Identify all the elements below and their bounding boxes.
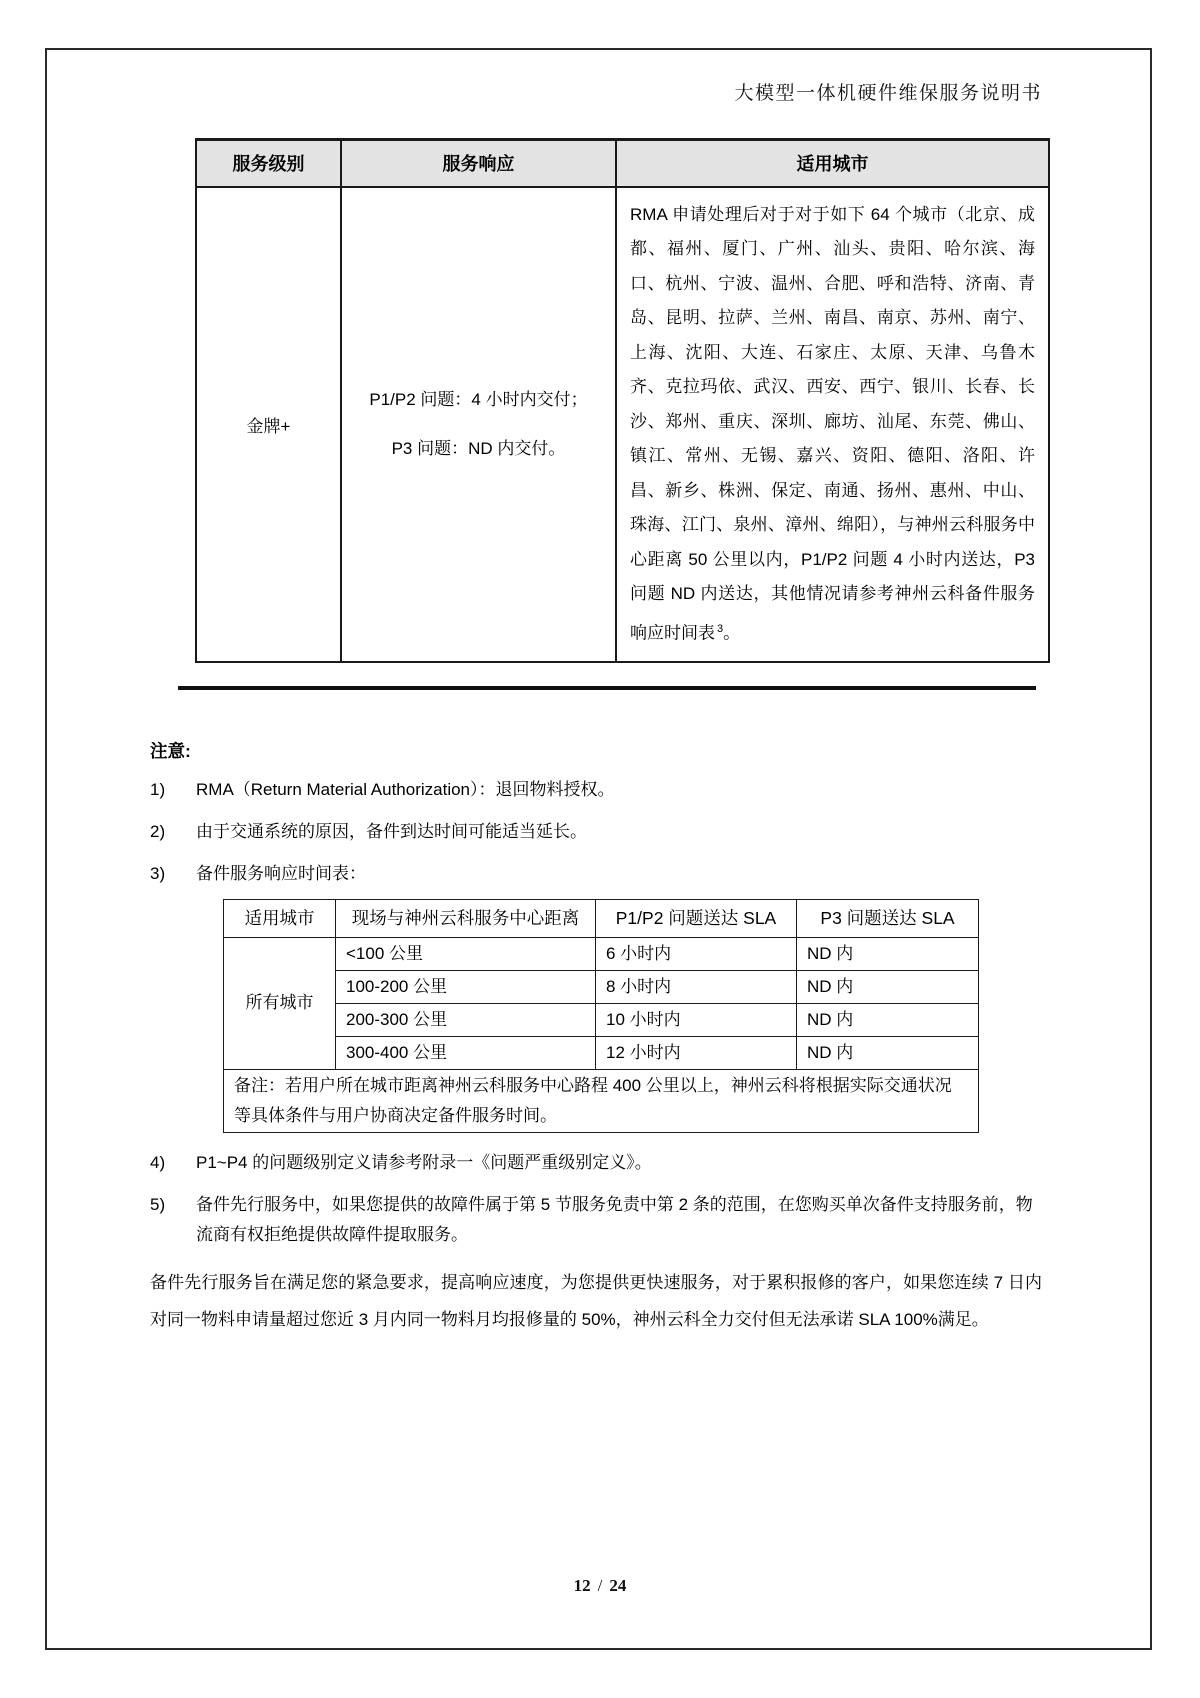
cities-paragraph: RMA 申请处理后对于对于如下 64 个城市（北京、成都、福州、厦门、广州、汕头、贵阳、哈尔滨、海口、杭州、宁波、温州、合肥、呼和浩特、济南、青岛、昆明、拉萨、兰州、南昌、南京、苏州、南宁、上海、沈阳、大连、石家庄、太原、天津、乌鲁木齐、克拉玛依、武汉、西安、西宁、银川、长春、长沙、郑州、重庆、深圳、廊坊、汕尾、东莞、佛山、镇江、常州、无锡、嘉兴、资阳、德阳、洛阳、许昌、新乡、株洲、保定、南通、扬州、惠州、中山、珠海、江门、泉州、漳州、绵阳），与神州云科服务中心距离 50 公里以内，P1/P2 问题 4 小时内送达，P3 问题 ND 内送达，其他情况请参考神州云科备件服务响应时间表: [630, 204, 1035, 643]
note-number: 3): [150, 863, 166, 883]
column-header-service-level: 服务级别: [196, 140, 341, 187]
cell-p3-sla: ND 内: [797, 1003, 979, 1036]
cell-distance: <100 公里: [336, 937, 596, 970]
sla-table-row: [224, 1036, 979, 1069]
column-header-applicable-cities: 适用城市: [616, 140, 1049, 187]
column-header-p3-sla: P3 问题送达 SLA: [797, 899, 979, 937]
cell-distance: 100-200 公里: [336, 970, 596, 1003]
note-item-5: [150, 1193, 1042, 1250]
sla-table-header-row: [224, 899, 979, 937]
cell-remark: 备注：若用户所在城市距离神州云科服务中心路程 400 公里以上，神州云科将根据实际交通状况等具体条件与用户协商决定备件服务时间。: [224, 1069, 979, 1132]
service-table-row: [196, 187, 1049, 662]
note-item-2: [150, 820, 1042, 847]
response-p1p2: P1/P2 问题：4 小时内交付；: [369, 389, 588, 409]
closing-paragraph: 备件先行服务旨在满足您的紧急要求，提高响应速度，为您提供更快速服务，对于累积报修的客户，如果您连续 7 日内对同一物料申请量超过您近 3 月内同一物料月均报修量的 50%，神州云科全力交付但无法承诺 SLA 100%满足。: [150, 1272, 1042, 1329]
column-header-service-response: 服务响应: [341, 140, 616, 187]
column-header-distance: 现场与神州云科服务中心距离: [336, 899, 596, 937]
note-text: 备件先行服务中，如果您提供的故障件属于第 5 节服务免责中第 2 条的范围，在您购买单次备件支持服务前，物流商有权拒绝提供故障件提取服务。: [196, 1194, 1033, 1244]
cell-service-level: 金牌+: [196, 187, 341, 662]
note-text: 由于交通系统的原因，备件到达时间可能适当延长。: [196, 821, 587, 841]
note-number: 1): [150, 779, 166, 799]
cell-city-group: 所有城市: [224, 937, 336, 1069]
service-level-table: [195, 138, 1050, 663]
note-number: 2): [150, 821, 166, 841]
cell-p1p2-sla: 10 小时内: [596, 1003, 797, 1036]
total-page-number: 24: [609, 1576, 627, 1595]
response-p3: P3 问题：ND 内交付。: [391, 438, 566, 458]
sla-table-row: [224, 937, 979, 970]
note-item-4: [150, 1151, 1042, 1178]
sla-table-remark-row: [224, 1069, 979, 1132]
note-number: 5): [150, 1194, 166, 1214]
cell-p3-sla: ND 内: [797, 1036, 979, 1069]
cell-p3-sla: ND 内: [797, 937, 979, 970]
note-number: 4): [150, 1152, 166, 1172]
page-number-footer: [0, 1576, 1200, 1596]
cell-p1p2-sla: 6 小时内: [596, 937, 797, 970]
page-content: [150, 0, 1042, 1338]
page-number-separator: /: [597, 1576, 603, 1595]
sla-table-row: [224, 970, 979, 1003]
sla-table-row: [224, 1003, 979, 1036]
cell-p1p2-sla: 12 小时内: [596, 1036, 797, 1069]
footnote-reference: 3: [717, 622, 724, 635]
service-table-header-row: [196, 140, 1049, 187]
column-header-p1p2-sla: P1/P2 问题送达 SLA: [596, 899, 797, 937]
note-item-3: [150, 862, 1042, 889]
note-item-1: [150, 778, 1042, 805]
cell-p3-sla: ND 内: [797, 970, 979, 1003]
cell-distance: 300-400 公里: [336, 1036, 596, 1069]
cities-paragraph-end: 。: [723, 623, 741, 643]
column-header-applicable-city: 适用城市: [224, 899, 336, 937]
note-text: P1~P4 的问题级别定义请参考附录一《问题严重级别定义》。: [196, 1152, 652, 1172]
cell-service-response: [341, 187, 616, 662]
spare-parts-sla-table: [223, 899, 979, 1133]
section-divider-rule: [178, 686, 1036, 690]
cell-distance: 200-300 公里: [336, 1003, 596, 1036]
cell-p1p2-sla: 8 小时内: [596, 970, 797, 1003]
current-page-number: 12: [573, 1576, 591, 1595]
notes-title: 注意:: [150, 740, 191, 761]
cell-applicable-cities: [616, 187, 1049, 662]
document-title-header: 大模型一体机硬件维保服务说明书: [734, 83, 1042, 104]
note-text: RMA（Return Material Authorization）：退回物料授权。: [196, 779, 615, 799]
note-text: 备件服务响应时间表：: [196, 863, 366, 883]
